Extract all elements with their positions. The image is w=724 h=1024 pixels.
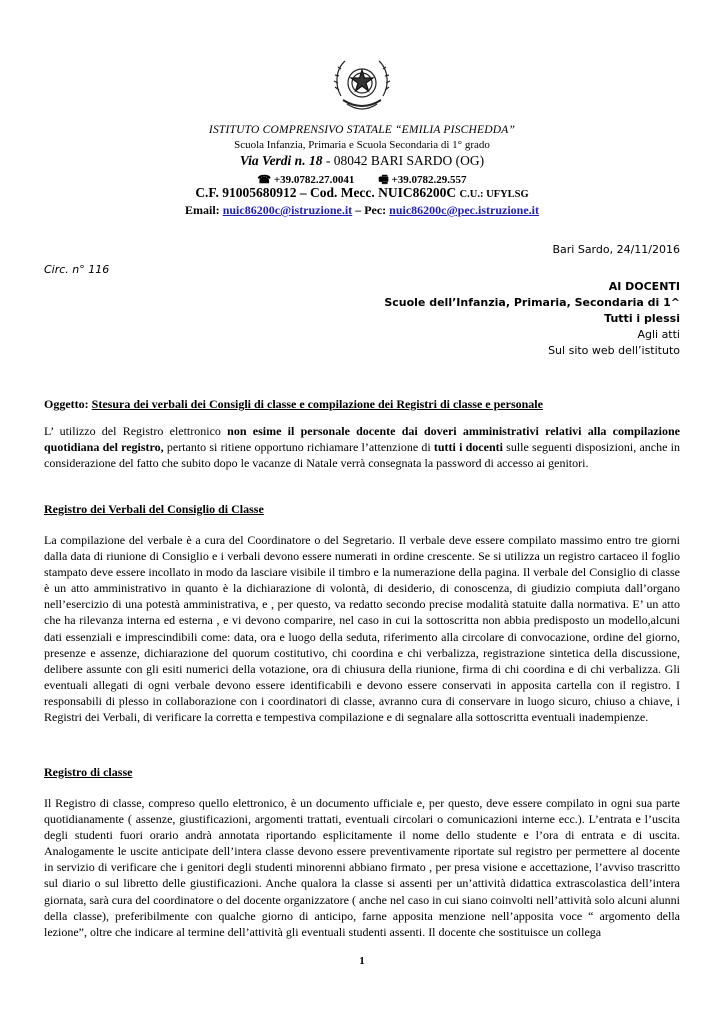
email-label: Email: xyxy=(185,203,223,217)
codes xyxy=(40,185,684,201)
subject-label: Oggetto: xyxy=(44,397,92,411)
intro-text-2: pertanto si ritiene opportuno richiamare l’attenzione di xyxy=(163,440,434,455)
subject-line xyxy=(44,396,680,412)
fax: 🖷 +39.0782.29.557 xyxy=(378,174,467,186)
recipients-line-4: Agli atti xyxy=(637,328,680,341)
intro-text-3: sulle seguenti disposizioni, anche in considerazione del fatto che subito dopo le vacanze di Natale verrà consegnata la password di accesso ai genitori. xyxy=(44,440,680,471)
place-date: Bari Sardo, 24/11/2016 xyxy=(552,243,680,256)
pec-link[interactable]: nuic86200c@pec.istruzione.it xyxy=(389,203,539,217)
intro-bold-1: non esime il personale docente dai doveri amministrativi relativi alla compilazione quotidiana del registro, xyxy=(44,424,680,455)
intro-bold-2: tutti i docenti xyxy=(433,440,503,455)
unique-code: C.U.: UFYLSG xyxy=(459,189,529,200)
section-verbali-heading: Registro dei Verbali del Consiglio di Classe xyxy=(44,502,264,516)
recipients-line-2: Scuole dell’Infanzia, Primaria, Secondaria di 1^ xyxy=(384,296,680,309)
section-verbali-text: La compilazione del verbale è a cura del Coordinatore o del Segretario. Il verbale deve essere compilato massimo entro tre giorni dalla data di riunione di Consiglio e i verbali devono essere numerati in ordine crescente. Se si utilizza un registro cartaceo il foglio stampato deve essere incollato in modo da lasciare visibile il timbro e la numerazione della pagina. Il verbale del Consiglio di classe è un atto amministrativo in quanto è la dichiarazione di volontà, di desiderio, di conoscenza, di giudizio compiuta dall’organo nell’esercizio di una potestà amministrativa, e , per questo, va redatto secondo precise modalità statuite dalla normativa. E’ un atto che ha rilevanza interna ed esterna , e vi devono comparire, nel caso in cui la sottoscritta non abbia predisposto un modello,alcuni dati essenziali e imprescindibili come: data, ora e luogo della seduta, riferimento alla circolare di convocazione, ordine del giorno, presenze e assenze, dichiarazione del quorum costitutivo, chi coordina e chi verbalizza, registrazione sintetica della discussione, delibere assunte con gli esiti numerici della votazione, ora di chiusura della riunione, firma di chi coordina e di chi verbalizza. Gli eventuali allegati di ogni verbale devono essere identificabili e devono essere conservati in apposita cartella con il registro. I responsabili di plesso in collaborazione con i coordinatori di classe, avranno cura di conservare in luogo sicuro, chiuso a chiave, i Registri dei Verbali, di verificare la corretta e tempestiva compilazione e di segnalare alla sottoscritta eventuali inadempienze. xyxy=(44,533,680,725)
section-registro-heading: Registro di classe xyxy=(44,765,133,779)
italian-republic-emblem-icon xyxy=(333,52,391,116)
page-number: 1 xyxy=(359,955,365,967)
fiscal-codes: C.F. 91005680912 – Cod. Mecc. NUIC86200C xyxy=(195,185,460,200)
section-registro-text: Il Registro di classe, compreso quello elettronico, è un documento ufficiale e, per questo, deve essere compilato in ogni sua parte quotidianamente ( assenze, giustificazioni, argomenti trattati, eventuali circolari o comunicazioni interne ecc.). L’entrata e l’uscita degli studenti fuori orario andrà annotata riportando esplicitamente il nome dello studente e l’ora di entrata e di uscita. Analogamente le uscite anticipate dell’intera classe devono essere preventivamente riportate sul registro per permettere al docente in servizio di verificare che i genitori degli studenti minorenni abbiano firmato , per presa visione e accettazione, l’avviso trascritto sul diario o sul libretto delle giustificazioni. Anche qualora la classe si assenti per un’attività didattica extrascolastica dell’intera giornata, sarà cura del coordinatore o del docente organizzatore ( anche nel caso in cui siano coinvolti nell’attività solo alcuni alunni della classe), preferibilmente con qualche giorno di anticipo, farne apposita menzione nell’apposita voce “ argomento della lezione”, oltre che indicare al termine dell’attività gli eventuali studenti assenti. Il docente che sostituisce un collega xyxy=(44,796,680,939)
section-verbali-title xyxy=(44,501,680,517)
recipients-line-3: Tutti i plessi xyxy=(604,312,680,325)
school-types: Scuola Infanzia, Primaria e Scuola Secondaria di 1° grado xyxy=(234,139,490,151)
intro-text-1: L’ utilizzo del Registro elettronico xyxy=(44,424,228,438)
subject-text: Stesura dei verbali dei Consigli di classe e compilazione dei Registri di classe e personale xyxy=(91,397,543,411)
phone: ☎ +39.0782.27.0041 xyxy=(257,174,355,186)
city: - 08042 BARI SARDO (OG) xyxy=(322,153,485,168)
recipients-line-5: Sul sito web dell’istituto xyxy=(548,344,680,357)
section-registro-title xyxy=(44,764,680,780)
emails xyxy=(40,203,684,218)
circular-number: Circ. n° 116 xyxy=(44,263,110,276)
recipients-line-1: AI DOCENTI xyxy=(608,280,680,293)
intro-paragraph xyxy=(44,423,680,471)
address xyxy=(40,153,684,169)
institute-name: ISTITUTO COMPRENSIVO STATALE “EMILIA PISCHEDDA” xyxy=(208,124,516,136)
street: Via Verdi n. 18 xyxy=(239,153,323,168)
pec-label: – Pec: xyxy=(352,203,390,217)
email-link[interactable]: nuic86200c@istruzione.it xyxy=(222,203,353,217)
